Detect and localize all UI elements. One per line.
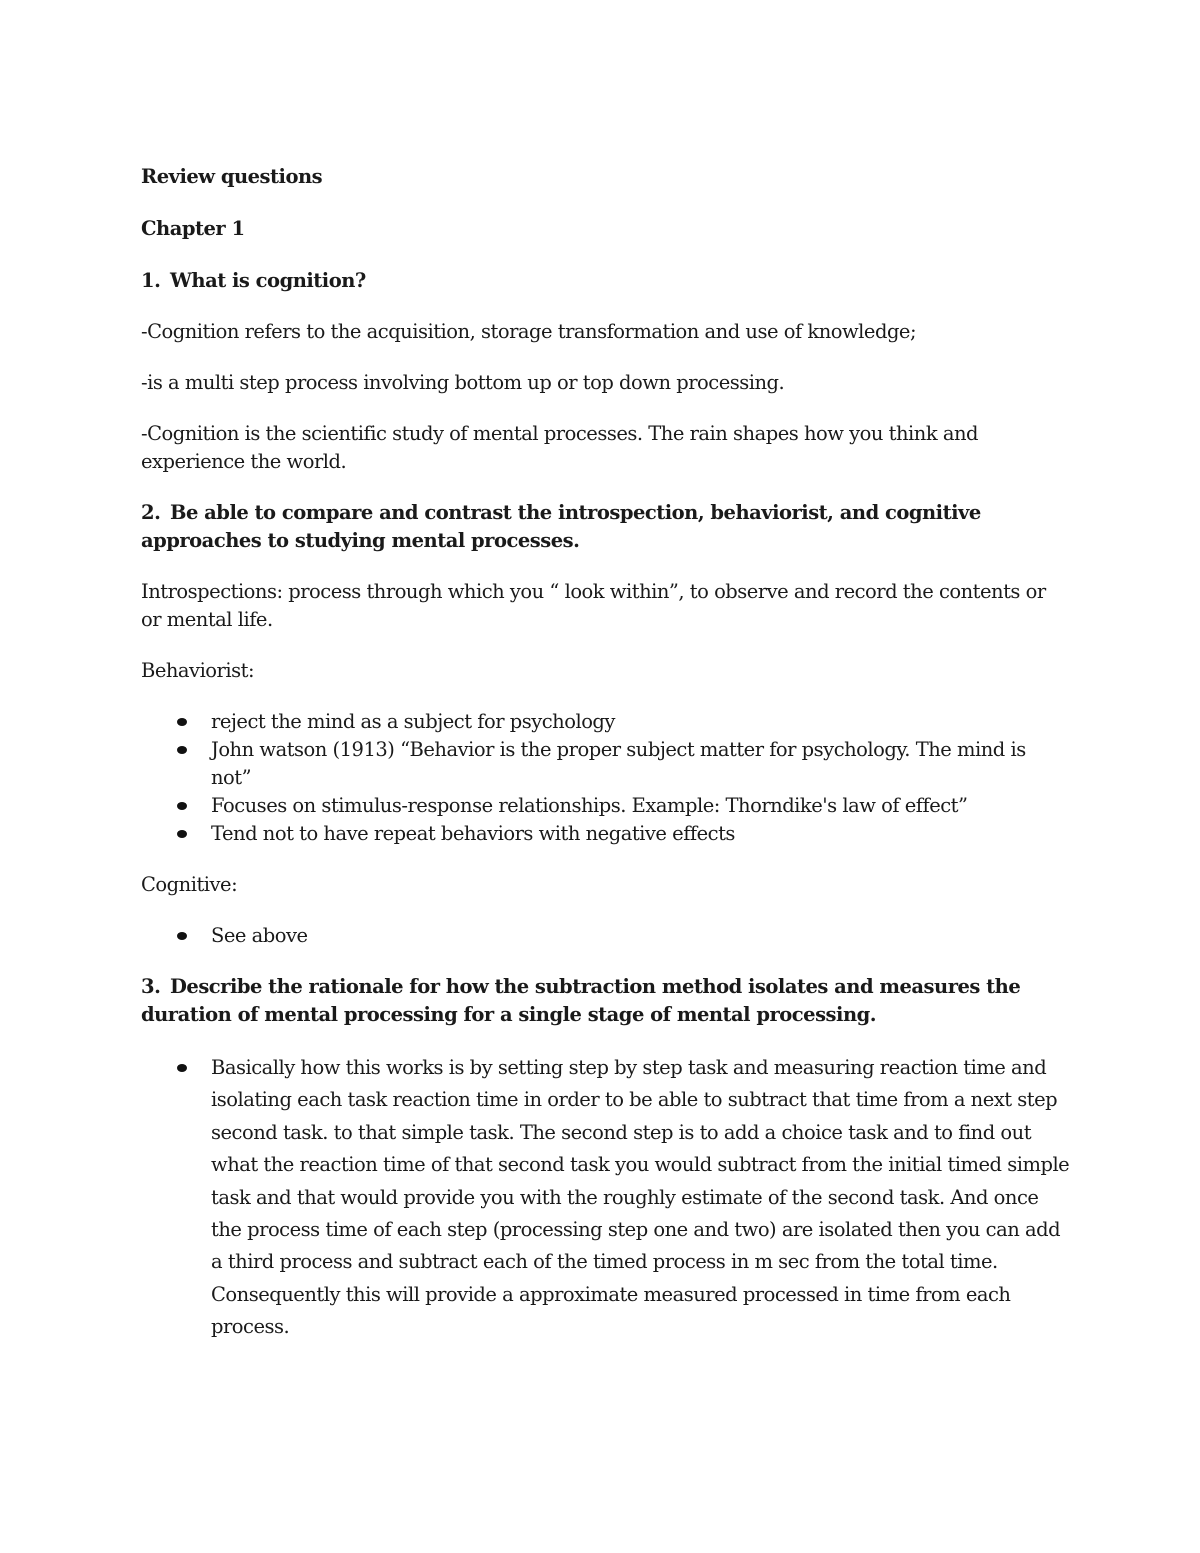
bullet-icon <box>177 932 187 940</box>
bullet-icon <box>177 746 187 754</box>
chapter-heading: Chapter 1 <box>141 217 245 240</box>
question-number: 1. <box>141 269 161 292</box>
answer-paragraph: -Cognition refers to the acquisition, storage transformation and use of knowledge; <box>141 320 917 343</box>
list-item: See above <box>141 922 1071 950</box>
list-item: reject the mind as a subject for psychology <box>141 708 1071 736</box>
list-item: John watson (1913) “Behavior is the proper subject matter for psychology. The mind is not” <box>141 736 1071 792</box>
document-title: Review questions <box>141 165 323 188</box>
answer-paragraph: -Cognition is the scientific study of mental processes. The rain shapes how you think and experience the world. <box>141 422 979 473</box>
behaviorist-label: Behaviorist: <box>141 659 255 682</box>
bullet-icon <box>177 1064 187 1072</box>
question-text: What is cognition? <box>170 269 366 292</box>
question-2 <box>141 499 1071 555</box>
subtraction-method-list <box>141 1052 1071 1344</box>
bullet-icon <box>177 830 187 838</box>
cognitive-label: Cognitive: <box>141 873 238 896</box>
question-text: Be able to compare and contrast the introspection, behaviorist, and cognitive approaches to studying mental processes. <box>141 501 981 552</box>
question-1 <box>141 267 1071 295</box>
behaviorist-list <box>141 708 1071 848</box>
bullet-icon <box>177 718 187 726</box>
list-item: Basically how this works is by setting step by step task and measuring reaction time and isolating each task reaction time in order to be able to subtract that time from a next step second task. to that simple task. The second step is to add a choice task and to find out what the reaction time of that second task you would subtract from the initial timed simple task and that would provide you with the roughly estimate of the second task. And once the process time of each step (processing step one and two) are isolated then you can add a third process and subtract each of the timed process in m sec from the total time. Consequently this will provide a approximate measured processed in time from each process. <box>141 1052 1071 1344</box>
question-number: 2. <box>141 501 161 524</box>
question-text: Describe the rationale for how the subtraction method isolates and measures the duration of mental processing for a single stage of mental processing. <box>141 975 1021 1026</box>
cognitive-list <box>141 922 1071 950</box>
introspection-paragraph: Introspections: process through which you “ look within”, to observe and record the contents or or mental life. <box>141 580 1046 631</box>
list-item: Focuses on stimulus-response relationships. Example: Thorndike's law of effect” <box>141 792 1071 820</box>
question-number: 3. <box>141 975 161 998</box>
question-3 <box>141 973 1071 1029</box>
answer-paragraph: -is a multi step process involving bottom up or top down processing. <box>141 371 785 394</box>
document-page <box>141 163 1071 1367</box>
bullet-icon <box>177 802 187 810</box>
list-item: Tend not to have repeat behaviors with negative effects <box>141 820 1071 848</box>
